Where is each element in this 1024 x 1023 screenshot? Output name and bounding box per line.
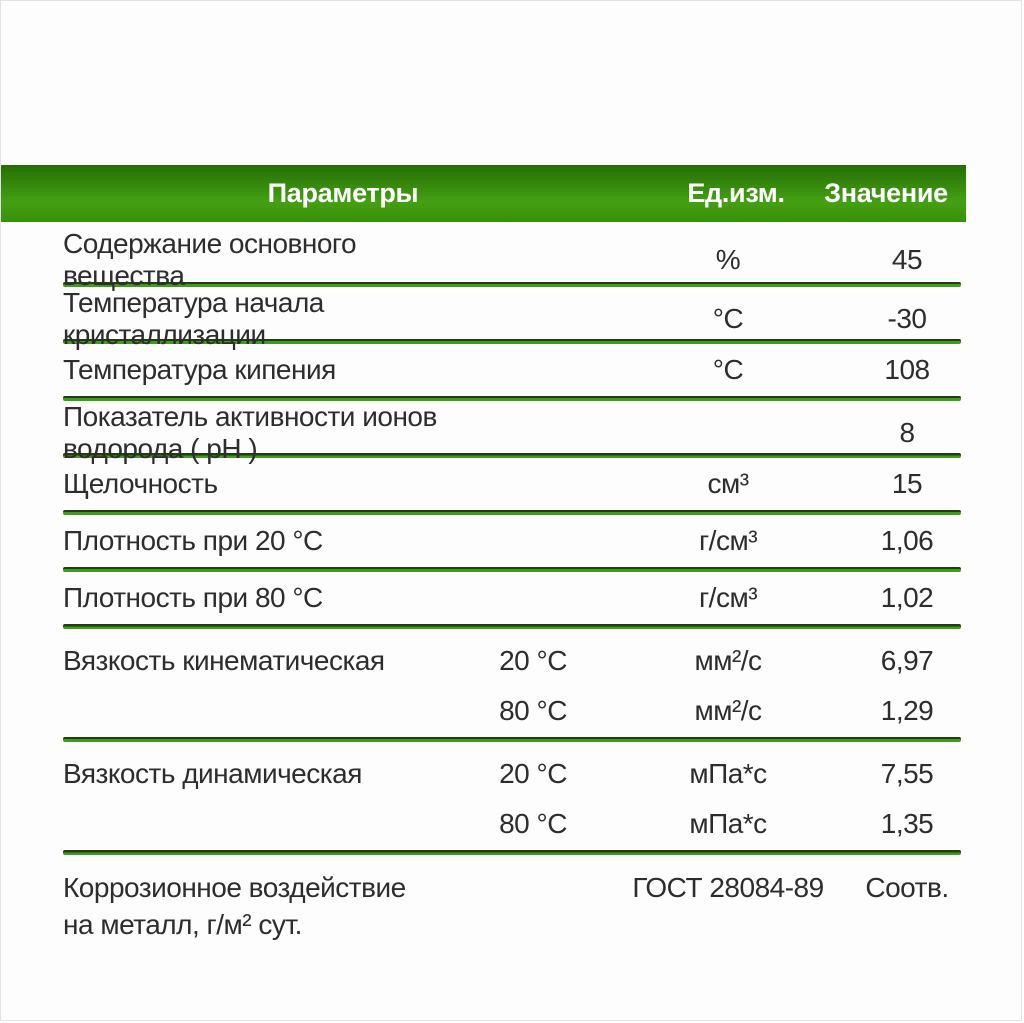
- value-cell: 7,55: [880, 758, 934, 789]
- temp-cell: 20 °С: [499, 645, 567, 676]
- value-cell: 6,97: [880, 645, 934, 676]
- table-row: [63, 742, 961, 798]
- value-cell: Соотв.: [865, 872, 949, 903]
- param-cell: Показатель активности ионов водорода ( pH ): [63, 401, 437, 464]
- param-line-1: Коррозионное воздействие: [63, 872, 406, 903]
- param-cell: Плотность при 20 °С: [63, 525, 323, 556]
- temp-cell: 20 °С: [499, 758, 567, 789]
- header-value: Значение: [824, 178, 948, 208]
- top-whitespace: [1, 1, 1021, 165]
- param-cell: Вязкость кинематическая: [63, 645, 385, 676]
- table-row: [63, 222, 961, 291]
- table-row: [63, 685, 961, 737]
- param-cell: Температура начала кристаллизации: [63, 287, 324, 350]
- temp-cell: 80 °С: [499, 808, 567, 839]
- table-row: [63, 344, 961, 396]
- value-cell: 1,35: [880, 808, 934, 839]
- param-cell: Плотность при 80 °С: [63, 582, 323, 613]
- value-cell: 45: [891, 244, 923, 275]
- table-row: [63, 515, 961, 567]
- unit-cell: °С: [712, 354, 744, 385]
- unit-cell: см³: [707, 468, 749, 499]
- unit-cell: ГОСТ 28084-89: [632, 872, 824, 903]
- value-cell: 15: [891, 468, 923, 499]
- table-row: [63, 855, 961, 943]
- value-cell: 1,29: [880, 695, 934, 726]
- value-cell: 108: [884, 354, 930, 385]
- table-row: [63, 287, 961, 350]
- value-cell: 1,06: [880, 525, 934, 556]
- table-row: [63, 458, 961, 510]
- temp-cell: 80 °С: [499, 695, 567, 726]
- header-parameters: Параметры: [267, 178, 419, 208]
- unit-cell: мПа*с: [689, 808, 767, 839]
- param-cell: Щелочность: [63, 468, 218, 499]
- param-line-2: на металл, г/м² сут.: [63, 909, 302, 940]
- table-row: [63, 798, 961, 850]
- value-cell: 1,02: [880, 582, 934, 613]
- unit-cell: г/см³: [698, 582, 758, 613]
- table-header: [1, 165, 966, 222]
- unit-cell: мм²/с: [694, 645, 762, 676]
- header-unit: Ед.изм.: [687, 178, 785, 208]
- param-cell: Содержание основного вещества: [63, 228, 357, 291]
- unit-cell: %: [715, 244, 741, 275]
- value-cell: 8: [899, 417, 915, 448]
- unit-cell: мПа*с: [689, 758, 767, 789]
- param-cell: Вязкость динамическая: [63, 758, 362, 789]
- param-cell: [63, 869, 463, 943]
- param-cell: Температура кипения: [63, 354, 336, 385]
- unit-cell: мм²/с: [694, 695, 762, 726]
- table-row: [63, 629, 961, 685]
- unit-cell: °С: [712, 303, 744, 334]
- unit-cell: г/см³: [698, 525, 758, 556]
- table-row: [63, 401, 961, 464]
- value-cell: -30: [887, 303, 927, 334]
- table-row: [63, 572, 961, 624]
